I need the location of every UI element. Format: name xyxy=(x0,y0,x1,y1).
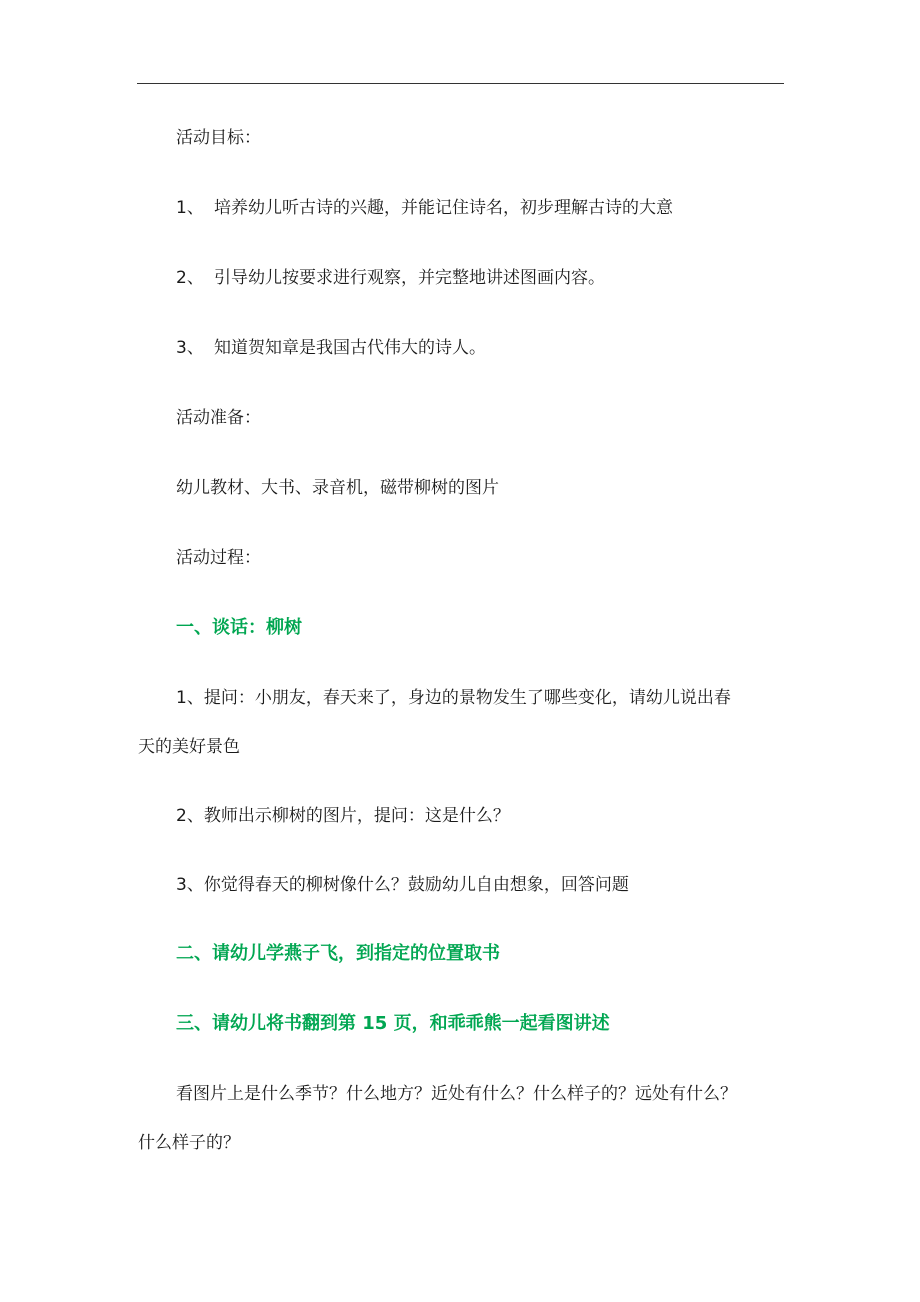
goal-item-1 xyxy=(176,196,826,220)
section-1-item-1-line-2: 天的美好景色 xyxy=(138,737,240,757)
preparation-text: 幼儿教材、大书、录音机，磁带柳树的图片 xyxy=(176,478,499,498)
section-2-title: 二、请幼儿学燕子飞，到指定的位置取书 xyxy=(176,943,500,964)
section-1-item-1-line-1: 1、提问：小朋友，春天来了，身边的景物发生了哪些变化，请幼儿说出春 xyxy=(176,688,731,708)
section-1-title: 一、谈话：柳树 xyxy=(176,617,302,638)
section-1-item-3: 3、你觉得春天的柳树像什么？鼓励幼儿自由想象，回答问题 xyxy=(176,875,629,895)
goal-item-text: 知道贺知章是我国古代伟大的诗人。 xyxy=(214,338,486,358)
goal-item-number: 2、 xyxy=(176,268,204,288)
preparation-heading: 活动准备： xyxy=(176,408,261,428)
goal-item-text: 引导幼儿按要求进行观察，并完整地讲述图画内容。 xyxy=(214,268,605,288)
header-rule xyxy=(137,83,784,84)
goal-item-number: 3、 xyxy=(176,338,204,358)
section-1-item-2: 2、教师出示柳树的图片，提问：这是什么？ xyxy=(176,806,510,826)
section-3-line-2: 什么样子的？ xyxy=(138,1133,240,1153)
goals-heading: 活动目标： xyxy=(176,128,261,148)
goal-item-text: 培养幼儿听古诗的兴趣，并能记住诗名，初步理解古诗的大意 xyxy=(214,198,673,218)
section-3-line-1: 看图片上是什么季节？什么地方？近处有什么？什么样子的？远处有什么？ xyxy=(176,1084,737,1104)
section-3-title: 三、请幼儿将书翻到第 15 页，和乖乖熊一起看图讲述 xyxy=(176,1013,610,1034)
goal-item-number: 1、 xyxy=(176,198,204,218)
goal-item-3 xyxy=(176,336,826,360)
process-heading: 活动过程： xyxy=(176,548,261,568)
goal-item-2 xyxy=(176,266,826,290)
